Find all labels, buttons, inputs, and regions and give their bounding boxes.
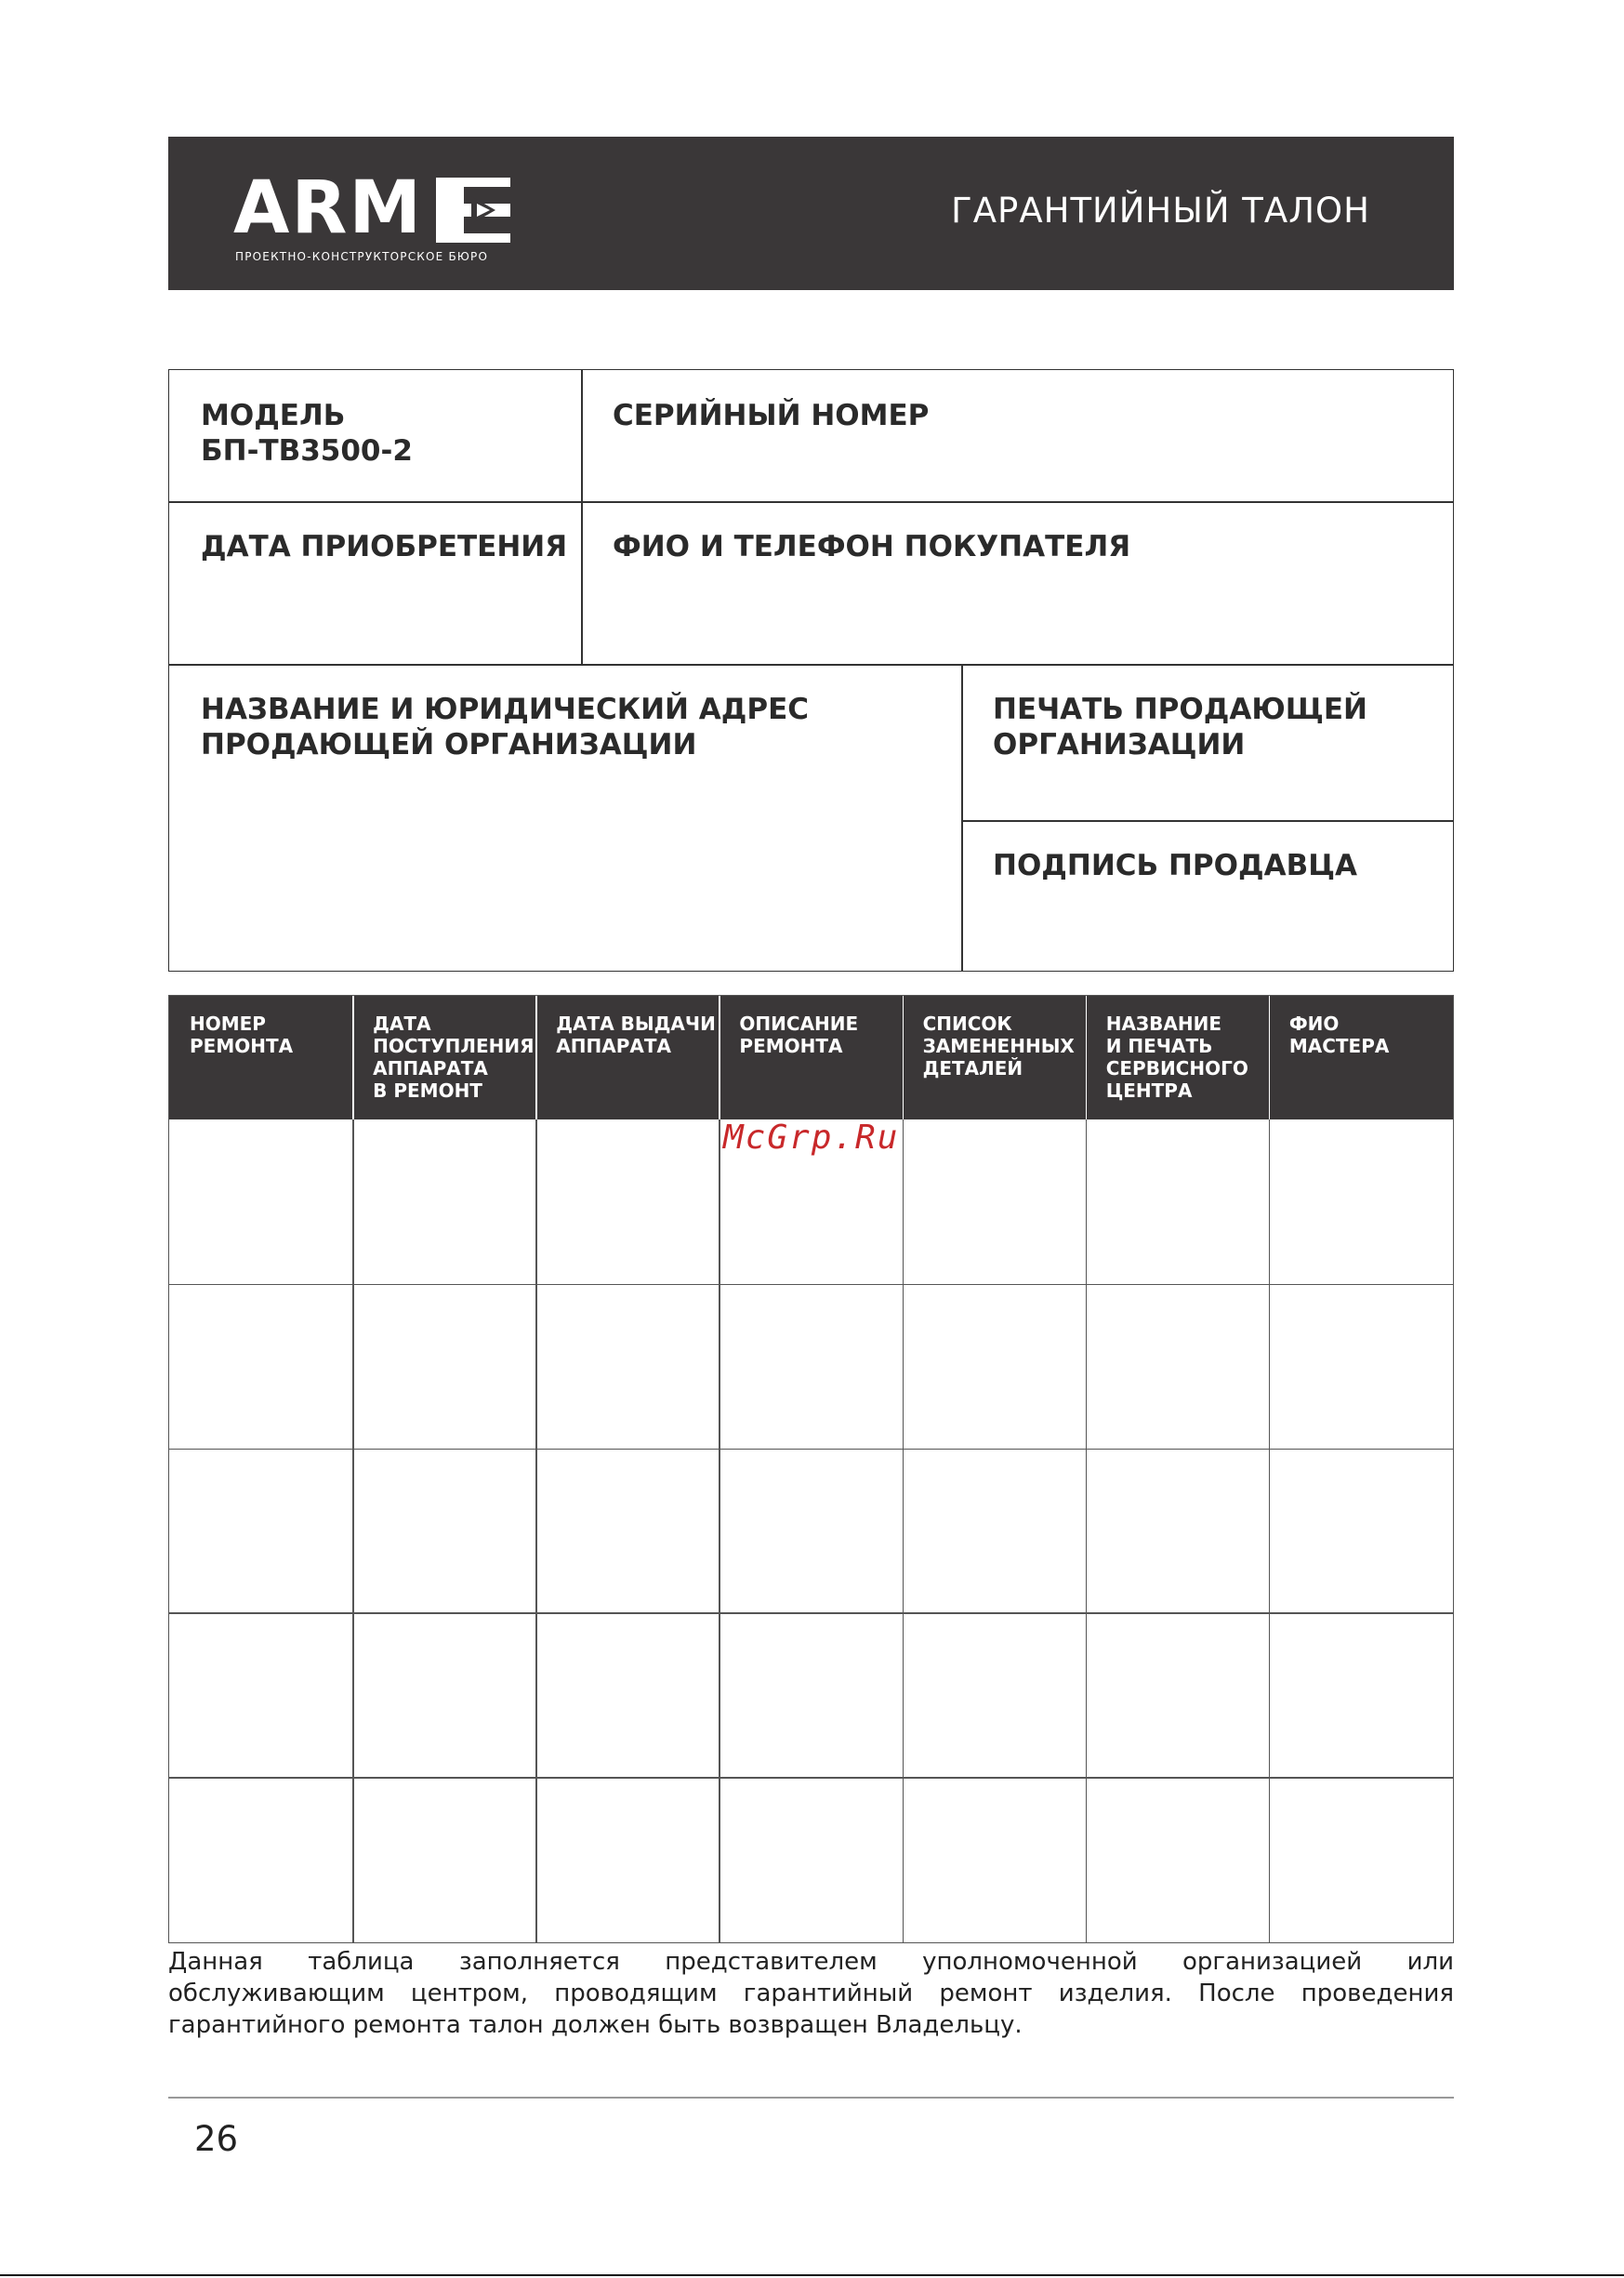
- table-row[interactable]: [169, 1284, 1453, 1449]
- buyer-info-field[interactable]: [581, 501, 1455, 664]
- seller-stamp-label: ПЕЧАТЬ ПРОДАЮЩЕЙ: [993, 693, 1367, 726]
- column-header: ДАТА ВЫДАЧИ АППАРАТА: [556, 1013, 716, 1057]
- seller-organization-label: ПРОДАЮЩЕЙ ОРГАНИЗАЦИИ: [201, 728, 697, 762]
- logo-arrow-icon: [436, 178, 510, 243]
- row-divider: [169, 1777, 1453, 1779]
- seller-stamp-field[interactable]: [961, 664, 1454, 820]
- row-divider: [169, 1284, 1453, 1286]
- header-divider: [903, 996, 904, 1119]
- brand-logo: [233, 166, 512, 265]
- buyer-info-label: ФИО И ТЕЛЕФОН ПОКУПАТЕЛЯ: [613, 530, 1131, 563]
- warranty-info-grid: [168, 369, 1454, 972]
- purchase-date-label: ДАТА ПРИОБРЕТЕНИЯ: [201, 530, 568, 563]
- serial-number-label: СЕРИЙНЫЙ НОМЕР: [613, 399, 930, 432]
- serial-number-field[interactable]: [581, 370, 1455, 501]
- header-divider: [352, 996, 354, 1119]
- header-banner: [168, 137, 1454, 290]
- table-row[interactable]: [169, 1449, 1453, 1613]
- seller-signature-label: ПОДПИСЬ ПРОДАВЦА: [993, 849, 1357, 882]
- page-edge-line: [0, 2274, 1624, 2276]
- logo-wordmark: ARM: [233, 166, 424, 250]
- header-divider: [535, 996, 537, 1119]
- header-divider: [1269, 996, 1271, 1119]
- page-title: ГАРАНТИЙНЫЙ ТАЛОН: [951, 191, 1370, 231]
- seller-organization-field[interactable]: [169, 664, 961, 971]
- row-divider: [169, 1612, 1453, 1614]
- table-note: Данная таблица заполняется представителем уполномоченной организацией или обслуживающим центром, проводящим гарантийный ремонт изделия. После проведения гарантийного ремонта талон должен быть возвращен Владельцу.: [168, 1948, 1454, 2039]
- header-divider: [719, 996, 720, 1119]
- table-row[interactable]: [169, 1612, 1453, 1777]
- table-row[interactable]: [169, 1777, 1453, 1941]
- column-header: СПИСОК ЗАМЕНЕННЫХ ДЕТАЛЕЙ: [922, 1013, 1075, 1079]
- model-value: БП-ТВ3500-2: [201, 434, 413, 468]
- column-header: НОМЕР РЕМОНТА: [190, 1013, 294, 1057]
- footer-divider: [168, 2097, 1454, 2099]
- seller-stamp-label: ОРГАНИЗАЦИИ: [993, 728, 1246, 762]
- header-divider: [1086, 996, 1088, 1119]
- row-divider: [169, 1449, 1453, 1450]
- model-field[interactable]: [169, 370, 581, 501]
- seller-organization-label: НАЗВАНИЕ И ЮРИДИЧЕСКИЙ АДРЕС: [201, 693, 810, 726]
- purchase-date-field[interactable]: [169, 501, 581, 664]
- page-number: 26: [194, 2119, 239, 2159]
- repair-table-header: [169, 996, 1453, 1119]
- model-label: МОДЕЛЬ: [201, 399, 346, 432]
- column-header: ДАТА ПОСТУПЛЕНИЯ АППАРАТА В РЕМОНТ: [373, 1013, 535, 1102]
- logo-subtitle: ПРОЕКТНО-КОНСТРУКТОРСКОЕ БЮРО: [235, 250, 489, 263]
- watermark: McGrp.Ru: [723, 1119, 900, 1157]
- column-header: ФИО МАСТЕРА: [1288, 1013, 1390, 1057]
- column-header: НАЗВАНИЕ И ПЕЧАТЬ СЕРВИСНОГО ЦЕНТРА: [1105, 1013, 1248, 1102]
- seller-signature-field[interactable]: [961, 820, 1454, 971]
- column-header: ОПИСАНИЕ РЕМОНТА: [739, 1013, 859, 1057]
